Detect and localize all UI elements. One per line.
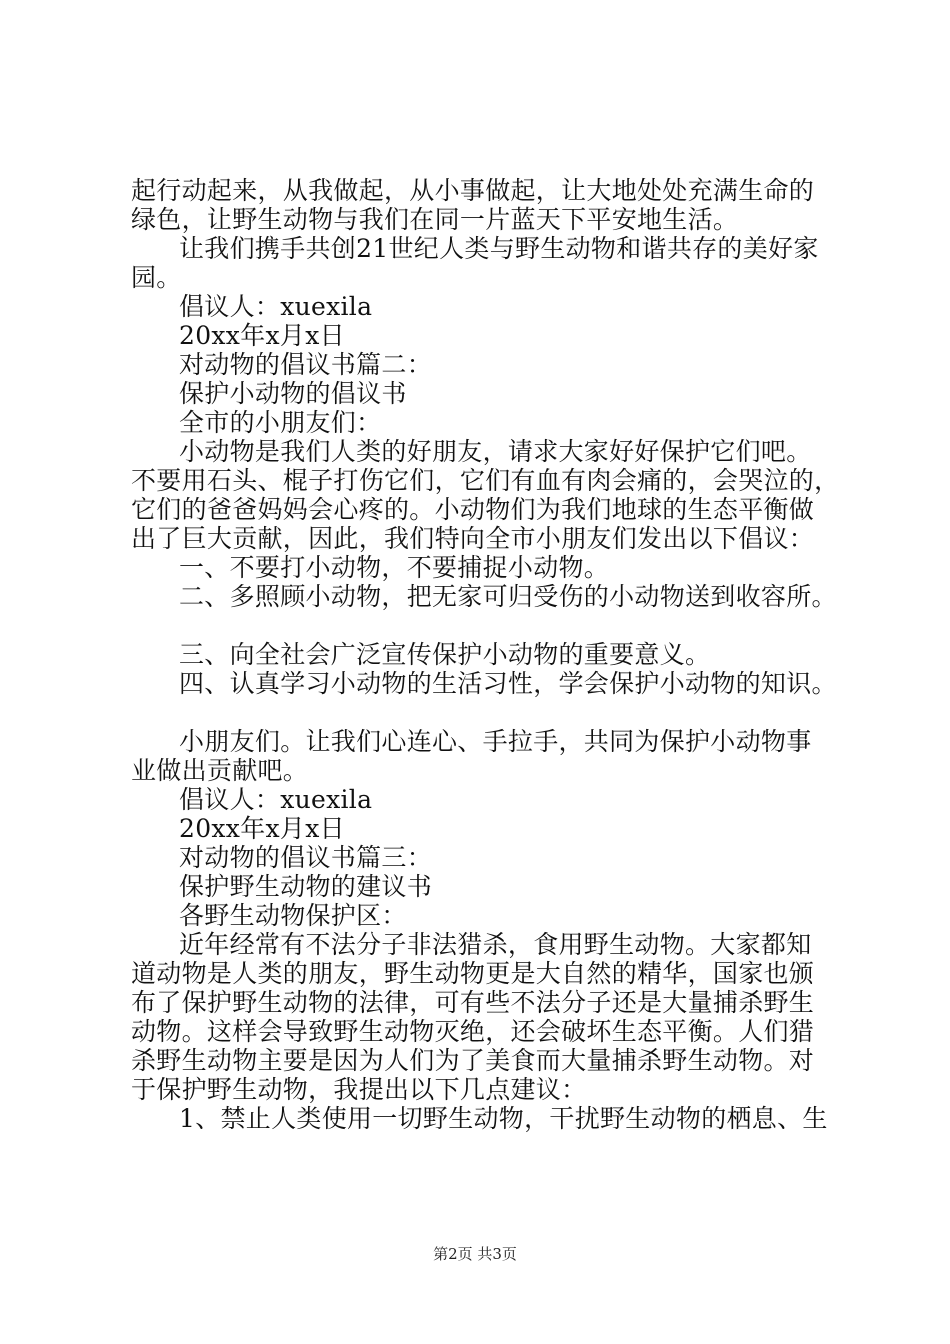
list-item: 四、认真学习小动物的生活习性，学会保护小动物的知识。 (179, 669, 837, 698)
text-line: 道动物是人类的朋友，野生动物更是大自然的精华，国家也颁 (131, 959, 815, 988)
text-line: 小动物是我们人类的好朋友，请求大家好好保护它们吧。 (179, 437, 812, 466)
blank-line (131, 611, 841, 640)
salutation: 全市的小朋友们： (179, 408, 382, 437)
text-line: 布了保护野生动物的法律，可有些不法分子还是大量捕杀野生 (131, 988, 815, 1017)
text-line: 不要用石头、棍子打伤它们，它们有血有肉会痛的，会哭泣的， (131, 466, 840, 495)
page-number-footer: 第2页 共3页 (433, 1245, 517, 1263)
text-line: 起行动起来，从我做起，从小事做起，让大地处处充满生命的 (131, 176, 815, 205)
section-heading: 对动物的倡议书篇三： (179, 843, 433, 872)
text-line: 杀野生动物主要是因为人们为了美食而大量捕杀野生动物。对 (131, 1046, 815, 1075)
list-item: 三、向全社会广泛宣传保护小动物的重要意义。 (179, 640, 711, 669)
section-heading: 对动物的倡议书篇二： (179, 350, 433, 379)
text-line: 近年经常有不法分子非法猎杀，食用野生动物。大家都知 (179, 930, 812, 959)
signatory-line: 倡议人：xuexila (179, 785, 373, 814)
text-line: 绿色，让野生动物与我们在同一片蓝天下平安地生活。 (131, 205, 739, 234)
date-line: 20xx年x月x日 (179, 321, 345, 350)
text-line: 动物。这样会导致野生动物灭绝，还会破坏生态平衡。人们猎 (131, 1017, 815, 1046)
blank-line (131, 698, 841, 727)
text-line: 业做出贡献吧。 (131, 756, 309, 785)
document-body (131, 176, 841, 1133)
text-line: 于保护野生动物，我提出以下几点建议： (131, 1075, 587, 1104)
text-line: 让我们携手共创21世纪人类与野生动物和谐共存的美好家 (179, 234, 819, 263)
list-item: 二、多照顾小动物，把无家可归受伤的小动物送到收容所。 (179, 582, 837, 611)
text-line: 小朋友们。让我们心连心、手拉手，共同为保护小动物事 (179, 727, 812, 756)
list-item: 一、不要打小动物，不要捕捉小动物。 (179, 553, 610, 582)
text-line: 出了巨大贡献，因此，我们特向全市小朋友们发出以下倡议： (131, 524, 815, 553)
date-line: 20xx年x月x日 (179, 814, 345, 843)
signatory-line: 倡议人：xuexila (179, 292, 373, 321)
list-item: 1、禁止人类使用一切野生动物，干扰野生动物的栖息、生 (179, 1104, 828, 1133)
section-title: 保护小动物的倡议书 (179, 379, 407, 408)
section-title: 保护野生动物的建议书 (179, 872, 433, 901)
salutation: 各野生动物保护区： (179, 901, 407, 930)
text-line: 它们的爸爸妈妈会心疼的。小动物们为我们地球的生态平衡做 (131, 495, 815, 524)
text-line: 园。 (131, 263, 182, 292)
